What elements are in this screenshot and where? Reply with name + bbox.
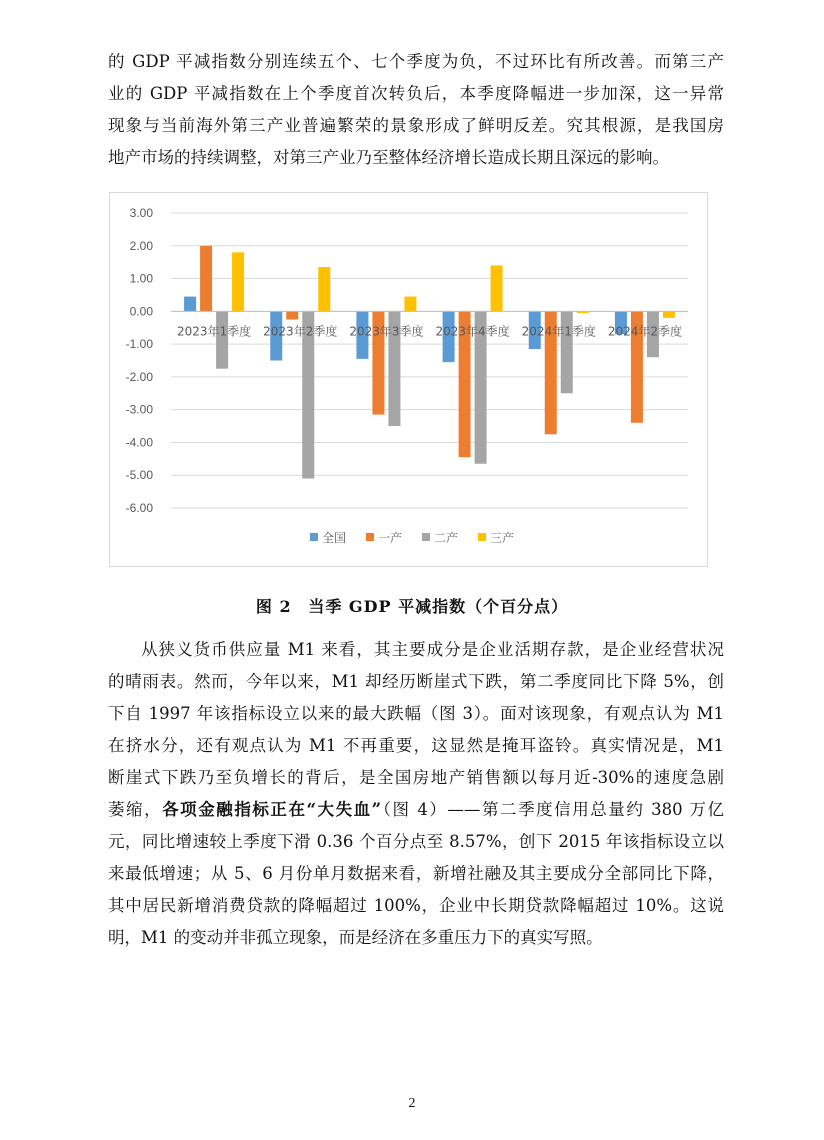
figure-number: 图 2 (255, 597, 292, 616)
text-line: 现象与当前海外第三产业普遍繁荣的景象形成了鲜明反差。究其根源，是我国房 (108, 116, 724, 135)
legend-swatch (366, 533, 374, 541)
figure-caption (0, 594, 824, 617)
text-line (108, 794, 724, 826)
text-line: 来最低增速；从 5、6 月份单月数据来看，新增社融及其主要成分全部同比下降， (108, 864, 724, 883)
gdp-deflator-chart (109, 192, 708, 567)
bar-全国 (184, 297, 196, 312)
bar-二产 (216, 311, 228, 368)
text-line: 明，M1 的变动并非孤立现象，而是经济在多重压力下的真实写照。 (108, 928, 603, 947)
y-tick-label: -2.00 (125, 369, 153, 384)
y-tick-label: -3.00 (125, 402, 153, 417)
x-category-label: 2023年3季度 (349, 324, 424, 339)
text-line: 地产市场的持续调整，对第三产业乃至整体经济增长造成长期且深远的影响。 (108, 148, 669, 167)
bar-三产 (491, 265, 503, 311)
text-line: 在挤水分，还有观点认为 M1 不再重要，这显然是掩耳盗铃。真实情况是，M1 (108, 736, 724, 755)
bar-一产 (200, 246, 212, 312)
paragraph-m1 (108, 634, 724, 954)
bar-三产 (232, 252, 244, 311)
figure-title: 当季 GDP 平减指数（个百分点） (308, 597, 569, 616)
text-line: 的 GDP 平减指数分别连续五个、七个季度为负，不过环比有所改善。而第三产 (108, 52, 724, 71)
y-tick-label: -6.00 (125, 501, 153, 515)
x-category-label: 2024年2季度 (607, 324, 683, 339)
text-line: 业的 GDP 平减指数在上个季度首次转负后，本季度降幅进一步加深，这一异常 (108, 84, 724, 103)
x-category-label: 2024年1季度 (521, 324, 596, 339)
y-tick-label: 0.00 (129, 304, 153, 319)
text-line: 下自 1997 年该指标设立以来的最大跌幅（图 3）。面对该现象，有观点认为 M1 (108, 704, 724, 723)
bar-三产 (404, 297, 416, 312)
text-line: 的晴雨表。然而，今年以来，M1 却经历断崖式下跌，第二季度同比下降 5%，创 (108, 672, 724, 691)
legend-label: 全国 (322, 531, 347, 545)
bar-三产 (663, 311, 675, 318)
text-line: 从狭义货币供应量 M1 来看，其主要成分是企业活期存款，是企业经营状况 (141, 640, 724, 659)
x-category-label: 2023年4季度 (435, 324, 510, 339)
text-segment: 萎缩， (108, 800, 163, 819)
y-tick-label: 2.00 (129, 238, 153, 253)
text-line: 其中居民新增消费贷款的降幅超过 100%，企业中长期贷款降幅超过 10%。这说 (108, 896, 724, 915)
bar-一产 (286, 311, 298, 319)
y-tick-label: -4.00 (125, 435, 153, 450)
y-tick-label: 1.00 (129, 271, 153, 286)
legend-label: 一产 (378, 531, 403, 545)
text-segment: （图 4）——第二季度信用总量约 380 万亿 (381, 800, 725, 819)
y-tick-label: -5.00 (125, 468, 153, 483)
page-number: 2 (408, 1096, 416, 1111)
legend-label: 二产 (434, 531, 459, 545)
text-line: 元，同比增速较上季度下滑 0.36 个百分点至 8.57%，创下 2015 年该指标设立以 (108, 832, 724, 851)
chart-canvas (110, 193, 707, 566)
legend-swatch (422, 533, 430, 541)
y-tick-label: -1.00 (125, 337, 153, 352)
x-category-label: 2023年2季度 (263, 324, 338, 339)
bar-三产 (318, 267, 330, 311)
legend-swatch (310, 533, 318, 541)
y-tick-label: 3.00 (129, 206, 153, 220)
x-category-label: 2023年1季度 (176, 324, 252, 339)
legend-swatch (478, 533, 486, 541)
text-line: 断崖式下跌乃至负增长的背后，是全国房地产销售额以每月近-30%的速度急剧 (108, 768, 724, 787)
legend-label: 三产 (490, 531, 515, 545)
paragraph-gdp-deflator (108, 46, 724, 174)
bold-emphasis: 各项金融指标正在“大失血” (162, 800, 382, 819)
